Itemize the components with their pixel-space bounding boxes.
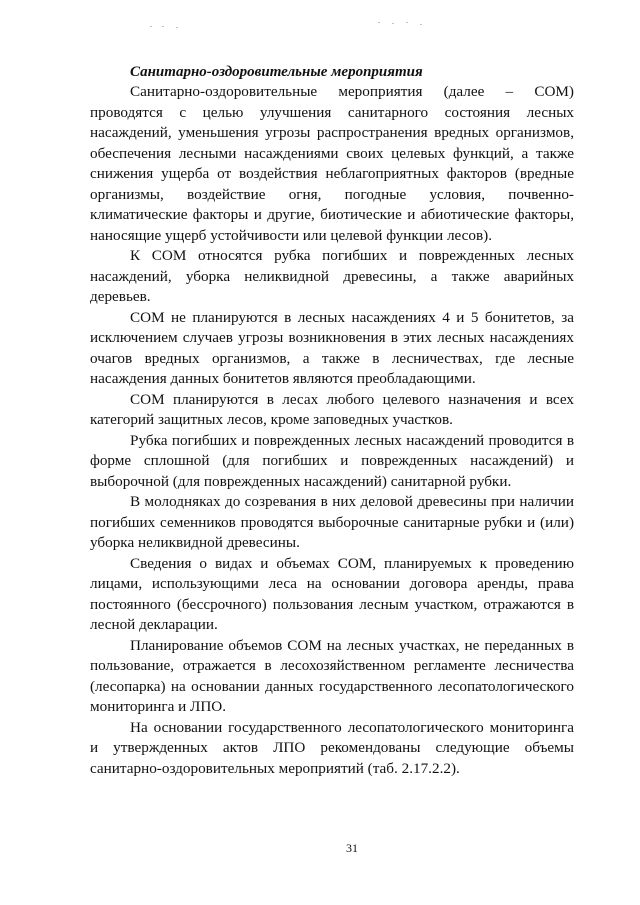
paragraph: В молодняках до созревания в них деловой древесины при наличии погибших семенников проводятся выборочные санитарные рубки и (или) уборка неликвидной древесины. [90, 493, 574, 551]
body-text [90, 82, 574, 779]
scan-speck [392, 23, 394, 24]
scan-speck [406, 22, 408, 23]
scan-speck [150, 26, 152, 27]
section-heading: Санитарно-оздоровительные мероприятия [130, 64, 423, 80]
scan-speck [378, 22, 380, 23]
scan-speck [176, 27, 178, 28]
scan-artifacts [0, 0, 640, 40]
paragraph: Санитарно-оздоровительные мероприятия (далее – СОМ) проводятся с целью улучшения санитарного состояния лесных насаждений, уменьшения угрозы распространения вредных организмов, обеспечения лесными насаждениями своих целевых функций, а также снижения ущерба от воздействия неблагоприятных факторов (вредные организмы, воздействие огня, погодные условия, почвенно-климатические факторы и другие, биотические и абиотические факторы, наносящие ущерб устойчивости или целевой функции лесов). [90, 83, 574, 244]
paragraph: Рубка погибших и поврежденных лесных насаждений проводится в форме сплошной (для погибших и поврежденных насаждений) и выборочной (для поврежденных насаждений) санитарной рубки. [90, 431, 574, 490]
paragraph: Планирование объемов СОМ на лесных участках, не переданных в пользование, отражается в лесохозяйственном регламенте лесничества (лесопарка) на основании данных государственного лесопатологического мониторинга и ЛПО. [90, 636, 574, 715]
page-number: 31 [346, 841, 358, 855]
paragraph: СОМ не планируются в лесных насаждениях 4 и 5 бонитетов, за исключением случаев угрозы возникновения в этих лесных насаждениях очагов вредных организмов, а также в лесничествах, где лесные насаждения данных бонитетов являются преобладающими. [90, 308, 574, 387]
scan-speck [420, 24, 422, 25]
paragraph: Сведения о видах и объемах СОМ, планируемых к проведению лицами, использующими леса на основании договора аренды, права постоянного (бессрочного) пользования лесным участком, отражаются в лесной декларации. [90, 554, 574, 633]
paragraph: СОМ планируются в лесах любого целевого назначения и всех категорий защитных лесов, кроме заповедных участков. [90, 390, 574, 428]
scan-speck [162, 26, 164, 27]
paragraph: К СОМ относятся рубка погибших и поврежденных лесных насаждений, уборка неликвидной древесины, а также аварийных деревьев. [90, 247, 574, 305]
paragraph: На основании государственного лесопатологического мониторинга и утвержденных актов ЛПО рекомендованы следующие объемы санитарно-оздоровительных мероприятий (таб. 2.17.2.2). [90, 718, 574, 777]
